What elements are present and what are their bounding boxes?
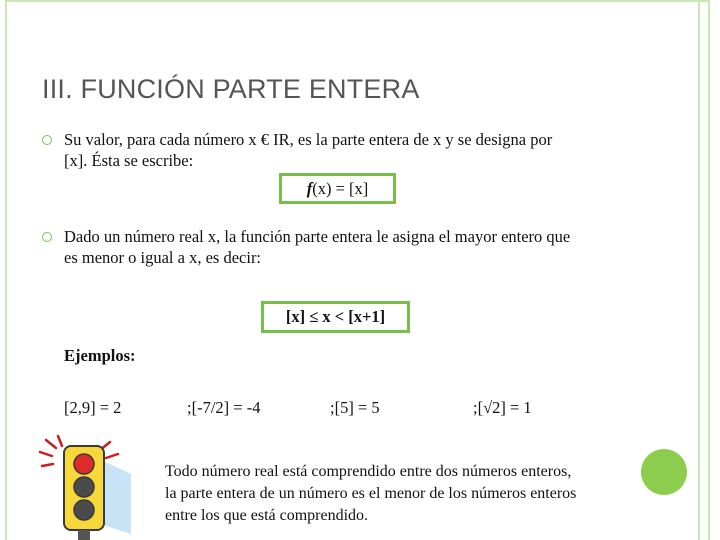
bullet-2-line-1: Dado un número real x, la función parte entera le asigna el mayor entero que	[64, 227, 571, 246]
example-4: ;[√2] = 1	[473, 398, 532, 417]
formula-box-2	[261, 301, 410, 333]
example-3: ;[5] = 5	[330, 398, 380, 417]
frame-line-right	[698, 0, 700, 540]
example-2: ;[-7/2] = -4	[187, 398, 261, 417]
bullet-icon	[42, 232, 52, 242]
bullet-1-line-1: Su valor, para cada número x € IR, es la parte entera de x y se designa por	[64, 130, 553, 149]
slide-title: III. FUNCIÓN PARTE ENTERA	[42, 74, 420, 104]
formula-2-text: [x] ≤ x < [x+1]	[285, 307, 386, 326]
formula-1-f: f	[306, 178, 313, 198]
ejemplos-label: Ejemplos:	[64, 346, 136, 365]
traffic-light-icon	[38, 434, 134, 540]
frame-line-top	[5, 0, 710, 2]
note-text	[165, 461, 645, 527]
bullet-1-text	[64, 129, 552, 171]
green-circle-icon	[641, 449, 687, 495]
bullet-icon	[42, 135, 52, 145]
note-line-3: entre los que está comprendido.	[165, 507, 369, 524]
frame-line-left	[5, 0, 7, 540]
bullet-2-line-2: es menor o igual a x, es decir:	[64, 248, 262, 267]
example-1: [2,9] = 2	[64, 398, 122, 417]
bullet-1-line-2: [x]. Ésta se escribe:	[64, 151, 194, 170]
note-line-2: la parte entera de un número es el menor de los números enteros	[165, 485, 577, 502]
note-line-1: Todo número real está comprendido entre dos números enteros,	[165, 463, 572, 480]
frame-line-right-outer	[708, 0, 710, 540]
bullet-2-text	[64, 226, 570, 268]
formula-box-1	[279, 173, 396, 204]
formula-1-rest: (x) = [x]	[312, 178, 369, 198]
